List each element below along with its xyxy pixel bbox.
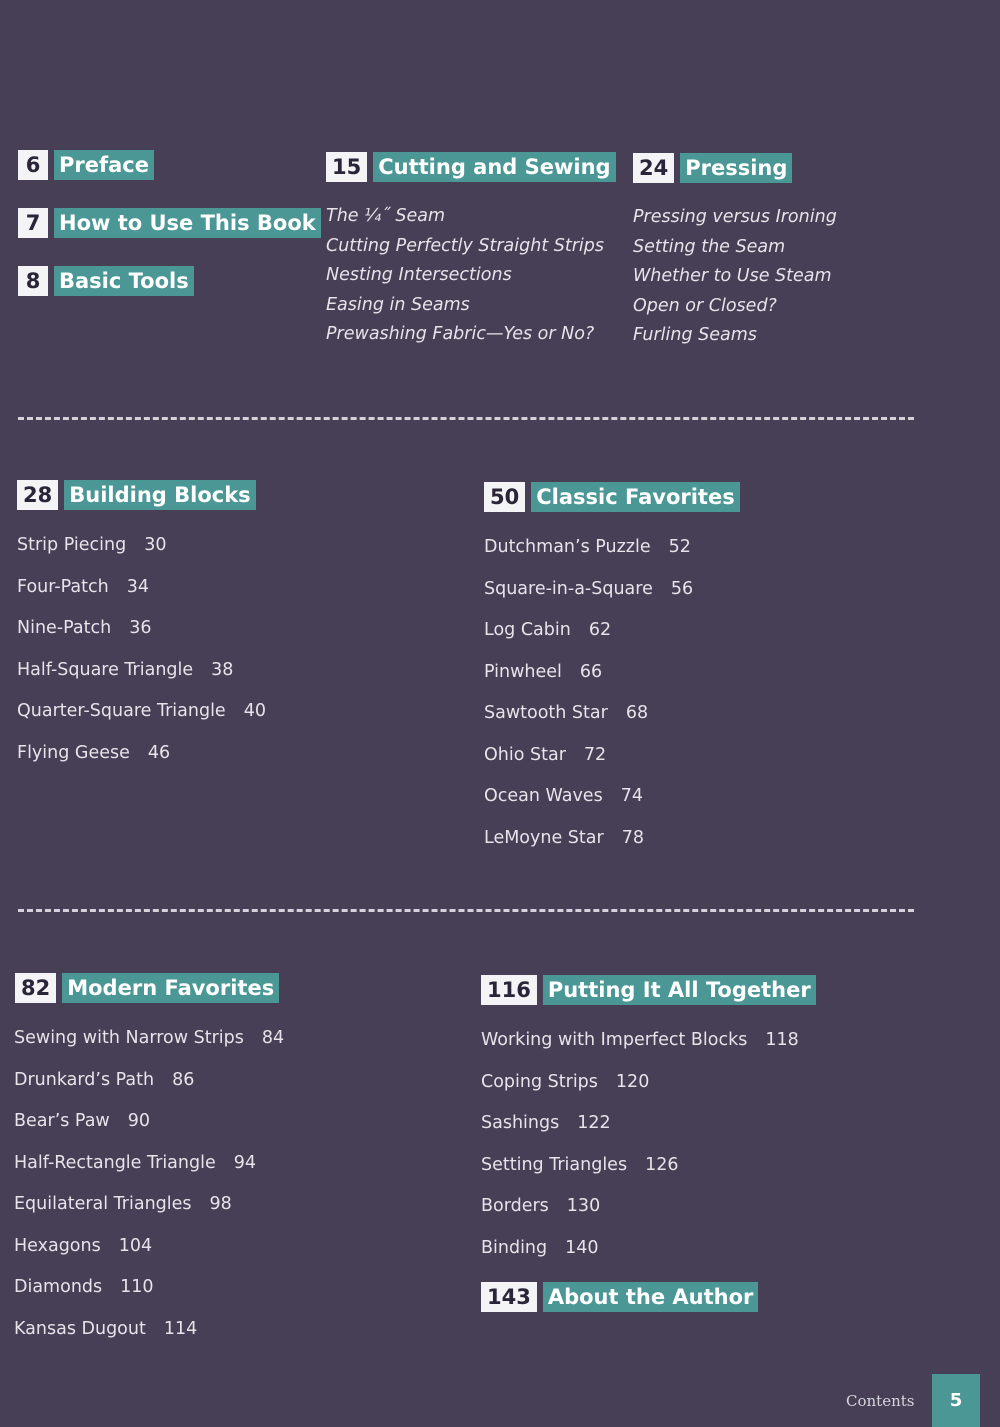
- topic-name: Binding: [481, 1237, 548, 1258]
- topic-page: 118: [765, 1030, 799, 1050]
- topic-item[interactable]: [481, 1103, 799, 1145]
- chapter-cutting-and-sewing[interactable]: [326, 152, 616, 182]
- topic-item[interactable]: [14, 1018, 284, 1060]
- topic-name: Ocean Waves: [484, 786, 603, 806]
- topic-page: 56: [670, 578, 694, 599]
- page-number-tab: 5: [932, 1374, 980, 1427]
- topic-item[interactable]: Cutting Perfectly Straight Strips: [326, 235, 604, 256]
- topic-page: 94: [233, 1152, 257, 1173]
- topic-item[interactable]: [14, 1184, 284, 1226]
- topic-name: Hexagons: [14, 1235, 101, 1256]
- chapter-title: Putting It All Together: [543, 975, 816, 1005]
- topic-name: Strip Piecing: [17, 535, 127, 555]
- chapter-title: Preface: [54, 150, 154, 180]
- topic-item[interactable]: [484, 527, 693, 569]
- topic-page: 122: [577, 1113, 611, 1133]
- topic-page: 38: [211, 659, 234, 680]
- chapter-number: 28: [17, 480, 58, 510]
- topic-name: Sashings: [481, 1113, 560, 1133]
- topic-item[interactable]: [17, 567, 266, 609]
- topic-item[interactable]: [484, 569, 693, 611]
- topic-item[interactable]: Easing in Seams: [326, 294, 470, 315]
- topic-item[interactable]: [17, 608, 266, 650]
- together-topics: [481, 1020, 799, 1269]
- topic-page: 52: [668, 537, 691, 557]
- topic-page: 40: [243, 701, 266, 721]
- topic-name: Square-in-a-Square: [484, 578, 653, 599]
- topic-name: Dutchman’s Puzzle: [484, 537, 651, 557]
- topic-item[interactable]: Nesting Intersections: [326, 265, 512, 286]
- chapter-number: 82: [15, 973, 56, 1003]
- topic-name: Four-Patch: [17, 576, 109, 597]
- topic-item[interactable]: [14, 1226, 284, 1268]
- topic-item[interactable]: [14, 1143, 284, 1185]
- topic-page: 72: [583, 744, 607, 765]
- chapter-title: How to Use This Book: [54, 208, 321, 238]
- chapter-number: 15: [326, 152, 367, 182]
- topic-item[interactable]: The ¼˝ Seam: [326, 206, 446, 226]
- topic-page: 110: [120, 1277, 154, 1297]
- topic-item[interactable]: [17, 650, 266, 692]
- chapter-classic-favorites[interactable]: [484, 482, 740, 512]
- topic-name: Sewing with Narrow Strips: [14, 1028, 244, 1048]
- topic-page: 30: [144, 535, 167, 555]
- dashed-divider: [18, 417, 914, 420]
- topic-item[interactable]: [14, 1309, 284, 1351]
- topic-name: LeMoyne Star: [484, 827, 604, 848]
- topic-name: Pinwheel: [484, 661, 562, 682]
- chapter-title: Pressing: [680, 153, 792, 183]
- footer-section-label: Contents: [846, 1392, 915, 1410]
- topic-name: Borders: [481, 1196, 549, 1216]
- chapter-building-blocks[interactable]: [17, 480, 256, 510]
- topic-item[interactable]: [14, 1267, 284, 1309]
- topic-page: 90: [127, 1111, 151, 1131]
- topic-item[interactable]: [17, 733, 266, 775]
- topic-page: 36: [129, 618, 152, 638]
- chapter-title: Cutting and Sewing: [373, 152, 615, 182]
- topic-name: Diamonds: [14, 1277, 103, 1297]
- chapter-preface[interactable]: [18, 150, 154, 180]
- topic-item[interactable]: [484, 818, 693, 860]
- topic-item[interactable]: [481, 1062, 799, 1104]
- chapter-title: Classic Favorites: [531, 482, 739, 512]
- classic-topics: [484, 527, 693, 859]
- topic-name: Log Cabin: [484, 620, 571, 640]
- modern-topics: [14, 1018, 284, 1350]
- chapter-number: 8: [18, 266, 48, 296]
- topic-item[interactable]: Pressing versus Ironing: [633, 207, 837, 227]
- building-topics: [17, 525, 266, 774]
- topic-item[interactable]: [484, 776, 693, 818]
- topic-item[interactable]: [481, 1186, 799, 1228]
- topic-page: 130: [566, 1196, 601, 1216]
- topic-item[interactable]: Furling Seams: [633, 325, 757, 346]
- chapter-about-the-author[interactable]: [481, 1282, 758, 1312]
- topic-item[interactable]: Setting the Seam: [633, 236, 786, 257]
- topic-page: 66: [579, 661, 603, 682]
- dashed-divider: [18, 909, 914, 912]
- topic-name: Half-Rectangle Triangle: [14, 1152, 216, 1173]
- topic-name: Coping Strips: [481, 1071, 598, 1092]
- topic-item[interactable]: Prewashing Fabric—Yes or No?: [326, 324, 595, 345]
- chapter-title: Modern Favorites: [62, 973, 279, 1003]
- topic-page: 104: [118, 1235, 153, 1256]
- topic-page: 78: [621, 827, 644, 848]
- topic-page: 140: [565, 1237, 599, 1258]
- topic-page: 74: [620, 786, 643, 806]
- topic-page: 120: [615, 1071, 650, 1092]
- topic-item[interactable]: [17, 691, 266, 733]
- topic-item[interactable]: [481, 1228, 799, 1270]
- topic-item[interactable]: [484, 652, 693, 694]
- topic-name: Nine-Patch: [17, 618, 112, 638]
- topic-item[interactable]: [484, 693, 693, 735]
- topic-item[interactable]: [481, 1020, 799, 1062]
- chapter-number: 7: [18, 208, 48, 238]
- topic-page: 68: [625, 703, 649, 723]
- topic-page: 126: [645, 1154, 679, 1175]
- topic-item[interactable]: [481, 1145, 799, 1187]
- topic-name: Drunkard’s Path: [14, 1069, 155, 1090]
- topic-item[interactable]: Open or Closed?: [633, 295, 777, 316]
- topic-page: 86: [172, 1069, 195, 1090]
- topic-name: Setting Triangles: [481, 1154, 628, 1175]
- topic-page: 62: [588, 620, 612, 640]
- chapter-number: 6: [18, 150, 48, 180]
- topic-name: Half-Square Triangle: [17, 659, 194, 680]
- topic-page: 34: [126, 576, 149, 597]
- topic-item[interactable]: [14, 1060, 284, 1102]
- topic-item[interactable]: [484, 735, 693, 777]
- topic-name: Bear’s Paw: [14, 1111, 110, 1131]
- pressing-topics: [633, 203, 837, 351]
- chapter-number: 50: [484, 482, 525, 512]
- topic-page: 84: [261, 1028, 285, 1048]
- chapter-number: 24: [633, 153, 674, 183]
- chapter-pressing[interactable]: [633, 153, 792, 183]
- topic-item[interactable]: Whether to Use Steam: [633, 266, 832, 287]
- chapter-how-to-use[interactable]: [18, 208, 321, 238]
- chapter-title: Building Blocks: [64, 480, 255, 510]
- topic-page: 46: [147, 742, 171, 763]
- topic-page: 114: [163, 1318, 198, 1339]
- topic-name: Quarter-Square Triangle: [17, 701, 226, 721]
- chapter-putting-it-all-together[interactable]: [481, 975, 816, 1005]
- topic-item[interactable]: [14, 1101, 284, 1143]
- chapter-basic-tools[interactable]: [18, 266, 194, 296]
- topic-name: Working with Imperfect Blocks: [481, 1030, 748, 1050]
- chapter-title: Basic Tools: [54, 266, 194, 296]
- topic-page: 98: [209, 1194, 232, 1214]
- topic-item[interactable]: [484, 610, 693, 652]
- topic-item[interactable]: [17, 525, 266, 567]
- topic-name: Sawtooth Star: [484, 703, 608, 723]
- chapter-title: About the Author: [543, 1282, 759, 1312]
- chapter-modern-favorites[interactable]: [15, 973, 279, 1003]
- topic-name: Flying Geese: [17, 742, 130, 763]
- topic-name: Kansas Dugout: [14, 1318, 146, 1339]
- topic-name: Ohio Star: [484, 744, 566, 765]
- cutting-topics: [326, 202, 604, 350]
- topic-name: Equilateral Triangles: [14, 1194, 192, 1214]
- chapter-number: 116: [481, 975, 537, 1005]
- chapter-number: 143: [481, 1282, 537, 1312]
